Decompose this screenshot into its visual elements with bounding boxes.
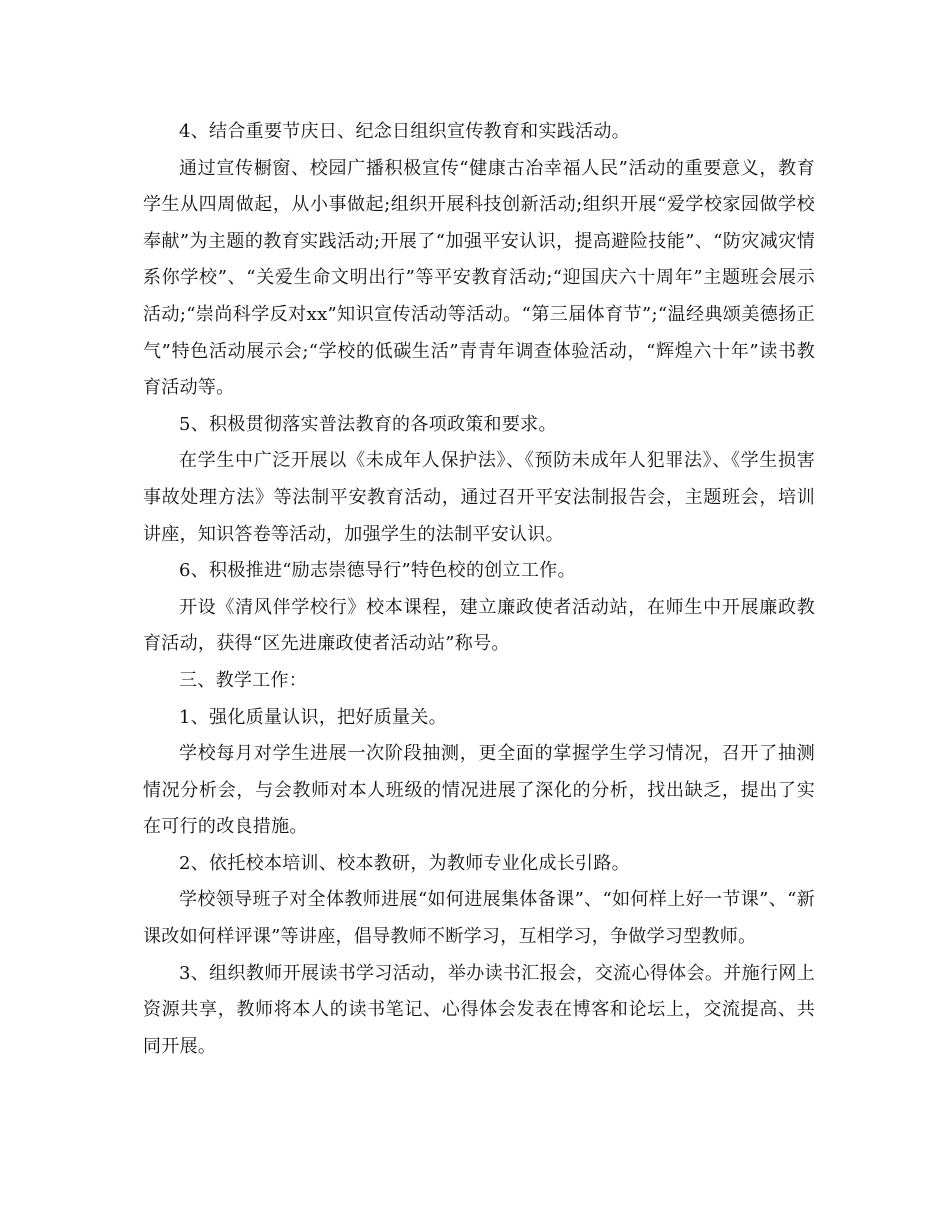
teaching-item-3-paragraph: 3、组织教师开展读书学习活动，举办读书汇报会，交流心得体会。并施行网上资源共享，教师将本人的读书笔记、心得体会发表在博客和论坛上，交流提高、共同开展。 [143,962,815,1057]
item-6-heading: 6、积极推进“励志崇德导行”特色校的创立工作。 [179,560,576,582]
item-4-body: 通过宣传橱窗、校园广播积极宣传“健康古冶幸福人民”活动的重要意义，教育学生从四周做起，从小事做起;组织开展科技创新活动;组织开展“爱学校家园做学校奉献”为主题的教育实践活动;开展了“加强平安认识，提高避险技能”、“防灾减灾情系你学校”、“关爱生命文明出行”等平安教育活动;“迎国庆六十周年”主题班会展示活动;“崇尚科学反对xx”知识宣传活动等活动。“第三届体育节”;“温经典颂美德扬正气”特色活动展示会;“学校的低碳生活”青青年调查体验活动，“辉煌六十年”读书教育活动等。 [143,157,815,399]
teaching-item-1-heading: 1、强化质量认识，把好质量关。 [179,706,447,728]
item-4-heading: 4、结合重要节庆日、纪念日组织宣传教育和实践活动。 [179,121,630,142]
document-body [143,114,815,1065]
item-6-body: 开设《清风伴学校行》校本课程，建立廉政使者活动站，在师生中开展廉政教育活动，获得“区先进廉政使者活动站”称号。 [143,596,815,655]
item-5-heading: 5、积极贯彻落实普法教育的各项政策和要求。 [179,413,557,435]
teaching-item-2-body: 学校领导班子对全体教师进展“如何进展集体备课”、“如何样上好一节课”、“新课改如何样评课”等讲座，倡导教师不断学习，互相学习，争做学习型教师。 [143,889,815,948]
item-5-body: 在学生中广泛开展以《未成年人保护法》、《预防未成年人犯罪法》、《学生损害事故处理方法》等法制平安教育活动，通过召开平安法制报告会，主题班会，培训讲座，知识答卷等活动，加强学生的法制平安认识。 [143,450,815,545]
teaching-item-2-heading: 2、依托校本培训、校本教研，为教师专业化成长引路。 [179,852,630,874]
teaching-item-1-body: 学校每月对学生进展一次阶段抽测，更全面的掌握学生学习情况，召开了抽测情况分析会，与会教师对本人班级的情况进展了深化的分析，找出缺乏，提出了实在可行的改良措施。 [143,743,815,838]
section-3-heading: 三、教学工作： [179,669,308,691]
